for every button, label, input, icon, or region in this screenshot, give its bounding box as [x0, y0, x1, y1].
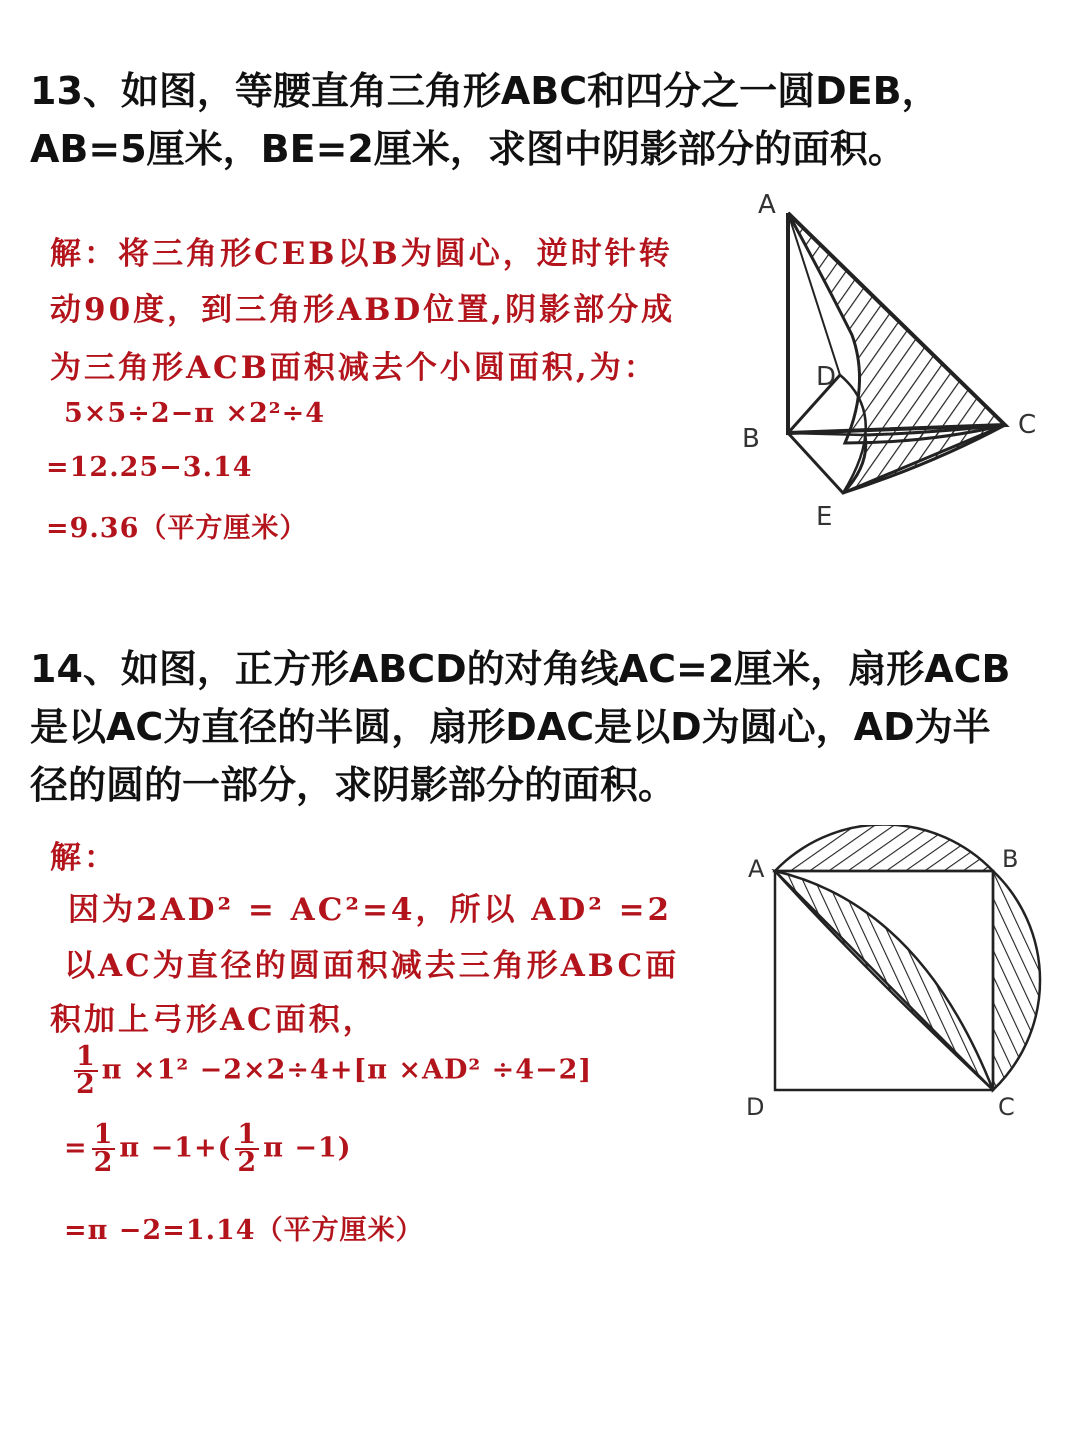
- solution-13-line-1: 解：将三角形CEB以B为圆心，逆时针转: [50, 236, 673, 272]
- label-e: E: [816, 502, 833, 532]
- problem-14-line-1: 14、如图，正方形ABCD的对角线AC=2厘米，扇形ACB: [30, 647, 1011, 691]
- solution-14-line-7: =π −2=1.14（平方厘米）: [64, 1215, 424, 1246]
- label-d: D: [746, 1093, 765, 1121]
- figure-14: [740, 825, 1050, 1125]
- shaded-segment-right: [993, 871, 1040, 1090]
- solution-14-line-6: = $\frac{1}{2}$ π −1+( $\frac{1}{2}$ π −1): [64, 1119, 352, 1178]
- solution-13-line-4: 5×5÷2−π ×2²÷4: [64, 398, 326, 429]
- label-b: B: [742, 424, 760, 454]
- solution-13-line-6: =9.36（平方厘米）: [46, 513, 308, 544]
- diagonal-ac: [775, 871, 993, 1090]
- problem-13-statement: [30, 62, 1050, 178]
- label-d: D: [816, 362, 837, 392]
- solution-13-line-3: 为三角形ACB面积减去个小圆面积,为：: [50, 350, 658, 386]
- label-c: C: [1018, 410, 1037, 440]
- problem-14-line-2: 是以AC为直径的半圆，扇形DAC是以D为圆心，AD为半: [30, 705, 991, 749]
- problem-14-statement: [30, 640, 1050, 814]
- label-a: A: [748, 855, 765, 883]
- fraction-half: $\frac{1}{2}$: [76, 1041, 96, 1100]
- problem-14-line-3: 径的圆的一部分，求阴影部分的面积。: [30, 763, 677, 807]
- solution-13-line-2: 动90度，到三角形ABD位置,阴影部分成: [50, 292, 676, 328]
- label-a: A: [758, 190, 776, 220]
- label-b: B: [1002, 845, 1019, 873]
- fraction-half: $\frac{1}{2}$: [237, 1119, 258, 1178]
- solution-13-line-5: =12.25−3.14: [46, 452, 253, 483]
- shaded-segment-top: [775, 825, 993, 871]
- solution-14-line-3: 以AC为直径的圆面积减去三角形ABC面: [64, 948, 680, 984]
- fraction-half: $\frac{1}{2}$: [93, 1119, 114, 1178]
- solution-14-line-2: 因为2AD² = AC²=4，所以 AD² =2: [68, 892, 673, 928]
- label-c: C: [998, 1093, 1015, 1121]
- problem-13-line-2: AB=5厘米，BE=2厘米，求图中阴影部分的面积。: [30, 127, 906, 171]
- solution-14-line-4: 积加上弓形AC面积，: [50, 1002, 377, 1038]
- solution-14-line-5: $\frac{1}{2}$ π ×1² −2×2÷4+[π ×AD² ÷4−2]: [76, 1041, 593, 1100]
- figure-13: [730, 185, 1060, 535]
- solution-14-line-1: 解：: [50, 840, 118, 876]
- problem-13-line-1: 13、如图，等腰直角三角形ABC和四分之一圆DEB，: [30, 69, 940, 113]
